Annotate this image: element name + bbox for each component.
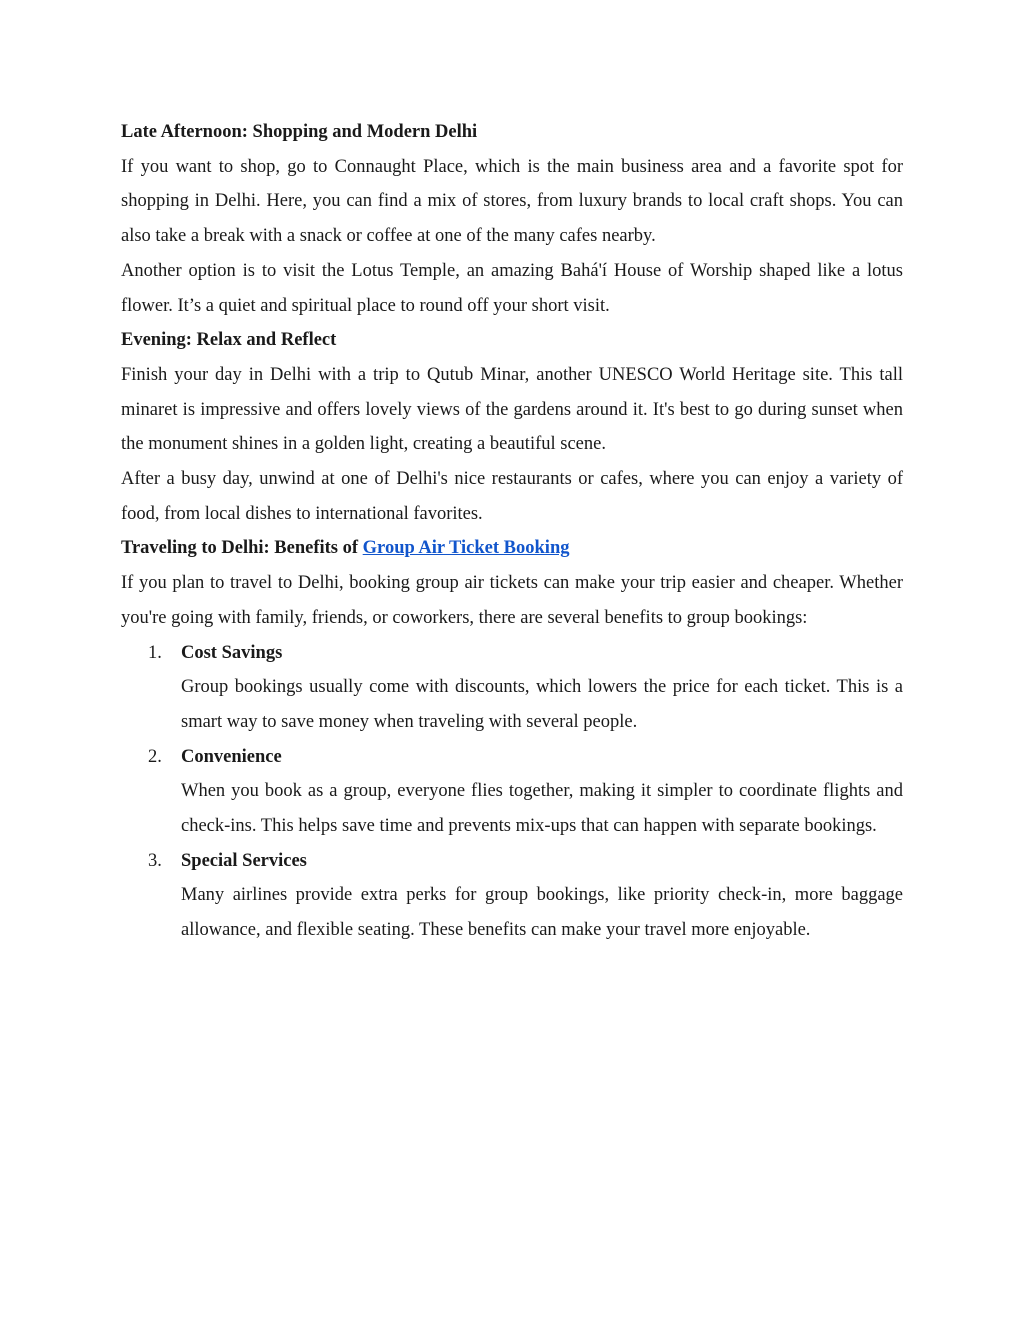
- list-number: 3.: [148, 850, 162, 871]
- paragraph-restaurants: After a busy day, unwind at one of Delhi's nice restaurants or cafes, where you can enjoy a variety of food, from local dishes to international favorites.: [121, 469, 903, 524]
- heading-text: Traveling to Delhi: Benefits of: [121, 538, 363, 559]
- list-item: [121, 636, 903, 740]
- benefit-body: When you book as a group, everyone flies together, making it simpler to coordinate flights and check-ins. This helps save time and prevents mix-ups that can happen with separate bookings.: [181, 781, 903, 837]
- section-heading-evening: Evening: Relax and Reflect: [121, 330, 337, 351]
- list-item: [121, 740, 903, 844]
- benefit-body: Group bookings usually come with discounts, which lowers the price for each ticket. This is a smart way to save money when traveling with several people.: [181, 677, 903, 732]
- paragraph-group-intro: If you plan to travel to Delhi, booking group air tickets can make your trip easier and cheaper. Whether you're going with family, friends, or coworkers, there are several benefits to group bookings:: [121, 573, 903, 628]
- section-heading-traveling: [121, 531, 903, 566]
- benefit-body: Many airlines provide extra perks for group bookings, like priority check-in, more baggage allowance, and flexible seating. These benefits can make your travel more enjoyable.: [181, 885, 903, 941]
- paragraph-qutub-minar: Finish your day in Delhi with a trip to Qutub Minar, another UNESCO World Heritage site. This tall minaret is impressive and offers lovely views of the gardens around it. It's best to go during sunset when the monument shines in a golden light, creating a beautiful scene.: [121, 364, 903, 455]
- benefits-list: [121, 636, 903, 948]
- paragraph-lotus-temple: Another option is to visit the Lotus Temple, an amazing Bahá'í House of Worship shaped like a lotus flower. It’s a quiet and spiritual place to round off your short visit.: [121, 260, 903, 316]
- benefit-title: Convenience: [181, 746, 282, 767]
- list-item: [121, 844, 903, 948]
- document-page: [121, 115, 903, 948]
- section-heading-afternoon: Late Afternoon: Shopping and Modern Delhi: [121, 122, 478, 142]
- group-air-ticket-booking-link[interactable]: Group Air Ticket Booking: [362, 538, 570, 559]
- benefit-title: Special Services: [181, 850, 307, 871]
- list-number: 1.: [148, 642, 162, 663]
- list-number: 2.: [148, 746, 162, 767]
- benefit-title: Cost Savings: [181, 642, 283, 663]
- paragraph-connaught-place: If you want to shop, go to Connaught Place, which is the main business area and a favorite spot for shopping in Delhi. Here, you can find a mix of stores, from luxury brands to local craft shops. You can also take a break with a snack or coffee at one of the many cafes nearby.: [121, 156, 903, 247]
